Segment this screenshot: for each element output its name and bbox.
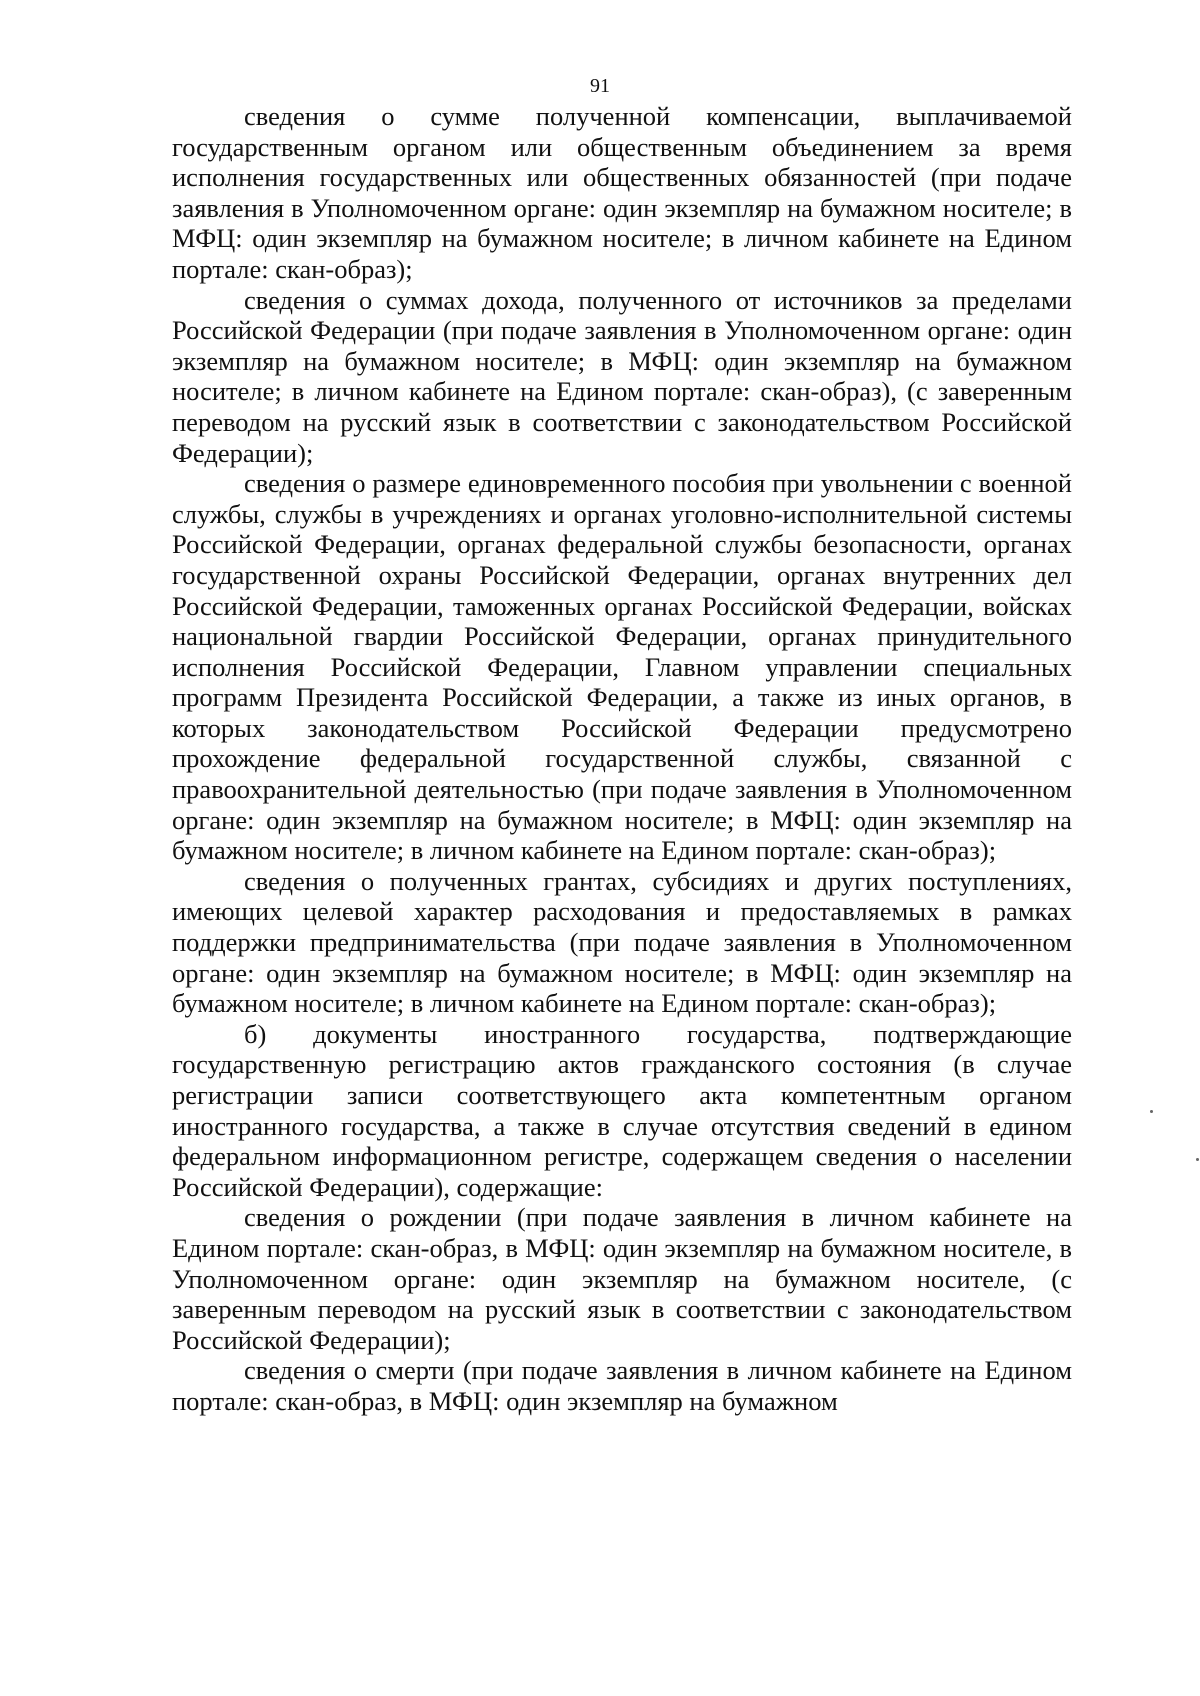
scan-speck <box>1196 1158 1199 1161</box>
paragraph-birth-records: сведения о рождении (при подаче заявления в личном кабинете на Едином портале: скан-образ, в МФЦ: один экземпляр на бумажном носителе, в Уполномоченном органе: один экземпляр на бумажном носителе, (с заверенным переводом на русский язык в соответствии с законодательством Российской Федерации); <box>172 1202 1072 1355</box>
paragraph-grants-subsidies: сведения о полученных грантах, субсидиях и других поступлениях, имеющих целевой характер расходования и предоставляемых в рамках поддержки предпринимательства (при подаче заявления в Уполномоченном органе: один экземпляр на бумажном носителе; в МФЦ: один экземпляр на бумажном носителе; в личном кабинете на Едином портале: скан-образ); <box>172 865 1072 1019</box>
page-number: 91 <box>590 75 610 97</box>
paragraph-foreign-income: сведения о суммах дохода, полученного от источников за пределами Российской Федерации (при подаче заявления в Уполномоченном органе: один экземпляр на бумажном носителе; в МФЦ: один экземпляр на бумажном носителе; в личном кабинете на Едином портале: скан-образ), (с заверенным переводом на русский язык в соответствии с законодательством Российской Федерации); <box>172 284 1072 468</box>
paragraph-severance-allowance: сведения о размере единовременного пособия при увольнении с военной службы, службы в учреждениях и органах уголовно-исполнительной системы Российской Федерации, органах федеральной службы безопасности, органах государственной охраны Российской Федерации, органах внутренних дел Российской Федерации, таможенных органах Российской Федерации, войсках национальной гвардии Российской Федерации, органах принудительного исполнения Российской Федерации, Главном управлении специальных программ Президента Российской Федерации, а также из иных органов, в которых законодательством Российской Федерации предусмотрено прохождение федеральной государственной службы, связанной с правоохранительной деятельностью (при подаче заявления в Уполномоченном органе: один экземпляр на бумажном носителе; в МФЦ: один экземпляр на бумажном носителе; в личном кабинете на Едином портале: скан-образ); <box>172 468 1072 866</box>
paragraph-foreign-documents: б) документы иностранного государства, подтверждающие государственную регистрацию актов гражданского состояния (в случае регистрации записи соответствующего акта компетентным органом иностранного государства, а также в случае отсутствия сведений в едином федеральном информационном регистре, содержащем сведения о населении Российской Федерации), содержащие: <box>172 1018 1072 1202</box>
paragraph-compensation: сведения о сумме полученной компенсации, выплачиваемой государственным органом или общественным объединением за время исполнения государственных или общественных обязанностей (при подаче заявления в Уполномоченном органе: один экземпляр на бумажном носителе; в МФЦ: один экземпляр на бумажном носителе; в личном кабинете на Едином портале: скан-образ); <box>172 101 1072 284</box>
document-body <box>172 101 1072 1417</box>
paragraph-death-records: сведения о смерти (при подаче заявления в личном кабинете на Едином портале: скан-образ, в МФЦ: один экземпляр на бумажном <box>172 1355 1072 1416</box>
scan-speck <box>1150 1110 1153 1113</box>
